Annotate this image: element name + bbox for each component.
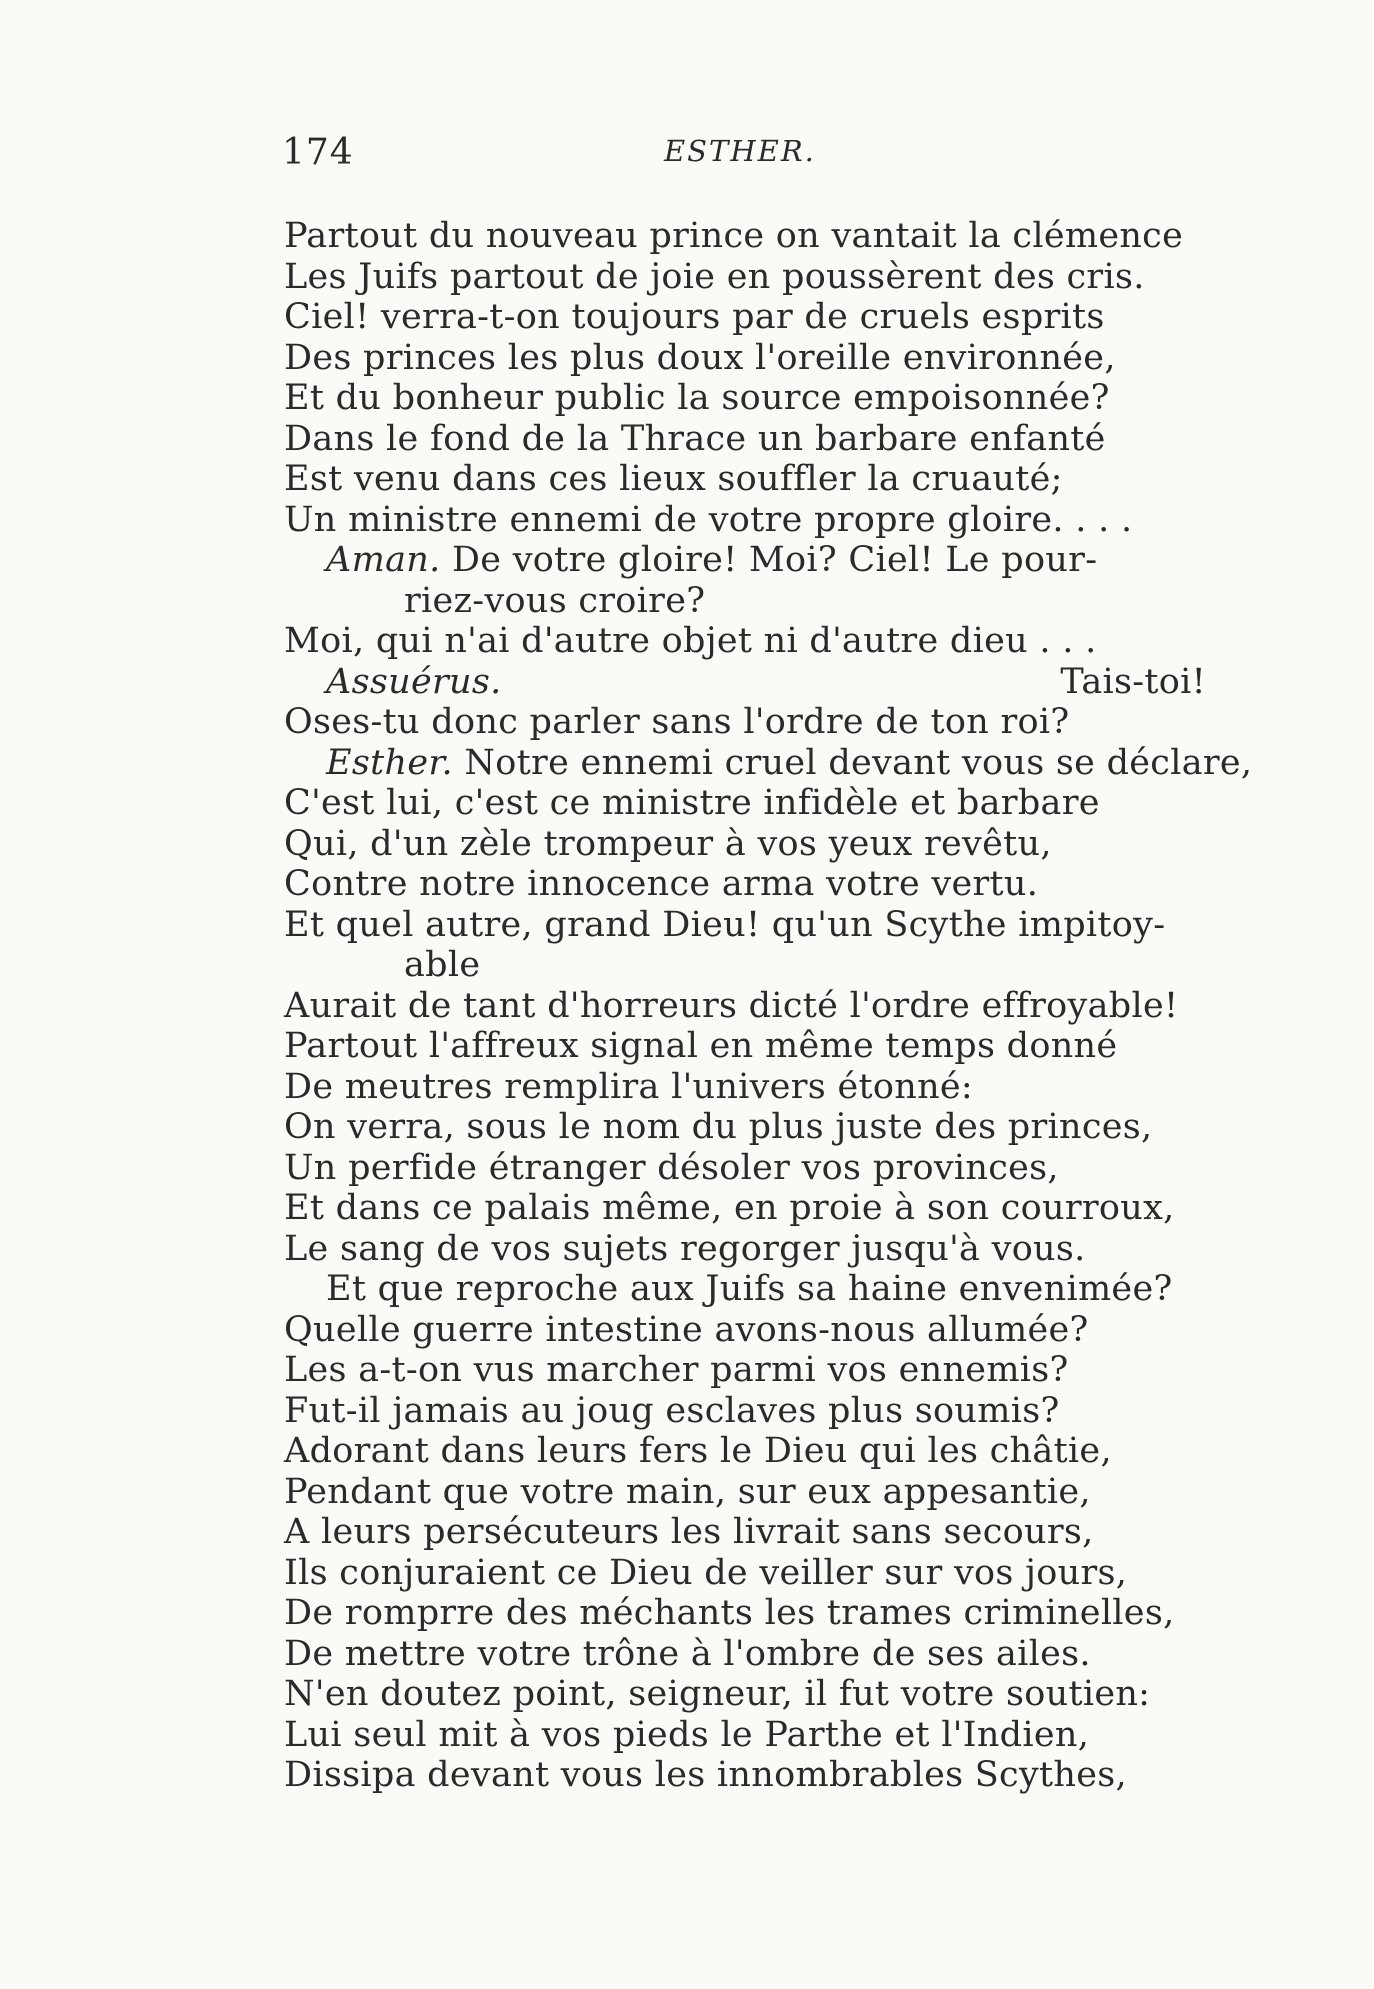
page-number: 174 — [282, 132, 354, 173]
verse-line: Oses-tu donc parler sans l'ordre de ton roi? — [284, 702, 1070, 742]
verse-line: N'en doutez point, seigneur, il fut votre soutien: — [284, 1674, 1151, 1714]
verse-line: Quelle guerre intestine avons-nous allumée? — [284, 1309, 1089, 1350]
verse-line: Aurait de tant d'horreurs dicté l'ordre effroyable! — [284, 985, 1179, 1026]
speech-text: De votre gloire! Moi? Ciel! Le pour- — [440, 540, 1098, 580]
verse-line: De romprre des méchants les trames criminelles, — [284, 1593, 1175, 1633]
dialogue-line — [284, 742, 1253, 784]
verse-block — [284, 216, 1253, 1796]
verse-line: Un ministre ennemi de votre propre gloire. . . . — [284, 499, 1133, 540]
verse-line: Qui, d'un zèle trompeur à vos yeux revêtu, — [284, 823, 1052, 864]
verse-line: Des princes les plus doux l'oreille environnée, — [284, 337, 1116, 378]
verse-line: Fut-il jamais au joug esclaves plus soumis? — [284, 1390, 1060, 1431]
verse-line: On verra, sous le nom du plus juste des princes, — [284, 1107, 1153, 1147]
verse-line: Lui seul mit à vos pieds le Parthe et l'Indien, — [284, 1714, 1090, 1755]
verse-line: Ciel! verra-t-on toujours par de cruels esprits — [284, 297, 1105, 337]
verse-line: Adorant dans leurs fers le Dieu qui les châtie, — [284, 1431, 1112, 1471]
verse-line: De meutres remplira l'univers étonné: — [284, 1066, 974, 1107]
page-header — [282, 132, 822, 180]
verse-line-continuation: able — [404, 945, 481, 985]
verse-line: Et dans ce palais même, en proie à son courroux, — [284, 1188, 1175, 1228]
verse-line: Dans le fond de la Thrace un barbare enfanté — [284, 418, 1106, 459]
verse-line: C'est lui, c'est ce ministre infidèle et barbare — [284, 783, 1100, 823]
speech-text: Tais-toi! — [1060, 661, 1206, 702]
verse-line: Partout du nouveau prince on vantait la clémence — [284, 216, 1184, 256]
verse-line: De mettre votre trône à l'ombre de ses ailes. — [284, 1633, 1091, 1674]
verse-line: Un perfide étranger désoler vos provinces, — [284, 1147, 1059, 1188]
speaker-name: Aman. — [326, 540, 441, 580]
verse-line: Et que reproche aux Juifs sa haine envenimée? — [326, 1269, 1173, 1309]
dialogue-line — [284, 662, 1206, 703]
speaker-name: Esther. — [326, 742, 453, 783]
verse-line: Moi, qui n'ai d'autre objet ni d'autre dieu . . . — [284, 621, 1097, 661]
verse-line: Contre notre innocence arma votre vertu. — [284, 864, 1039, 904]
running-title: ESTHER. — [664, 134, 816, 168]
verse-line: A leurs persécuteurs les livrait sans secours, — [284, 1512, 1094, 1552]
verse-line: Ils conjuraient ce Dieu de veiller sur vos jours, — [284, 1552, 1128, 1593]
verse-line: Les a-t-on vus marcher parmi vos ennemis? — [284, 1350, 1069, 1390]
verse-line: Les Juifs partout de joie en poussèrent des cris. — [284, 256, 1145, 297]
dialogue-line — [284, 540, 1224, 581]
verse-line: Dissipa devant vous les innombrables Scythes, — [284, 1755, 1127, 1795]
verse-line: Est venu dans ces lieux souffler la cruauté; — [284, 459, 1063, 499]
verse-line: Le sang de vos sujets regorger jusqu'à vous. — [284, 1228, 1086, 1269]
verse-line: Et du bonheur public la source empoisonnée? — [284, 378, 1110, 418]
verse-line: Partout l'affreux signal en même temps donné — [284, 1026, 1118, 1066]
verse-line: Et quel autre, grand Dieu! qu'un Scythe impitoy- — [284, 904, 1166, 945]
verse-line-continuation: riez-vous croire? — [404, 580, 706, 621]
speaker-name: Assuérus. — [326, 661, 502, 702]
speech-text: Notre ennemi cruel devant vous se déclare, — [452, 742, 1253, 783]
verse-line: Pendant que votre main, sur eux appesantie, — [284, 1471, 1091, 1512]
